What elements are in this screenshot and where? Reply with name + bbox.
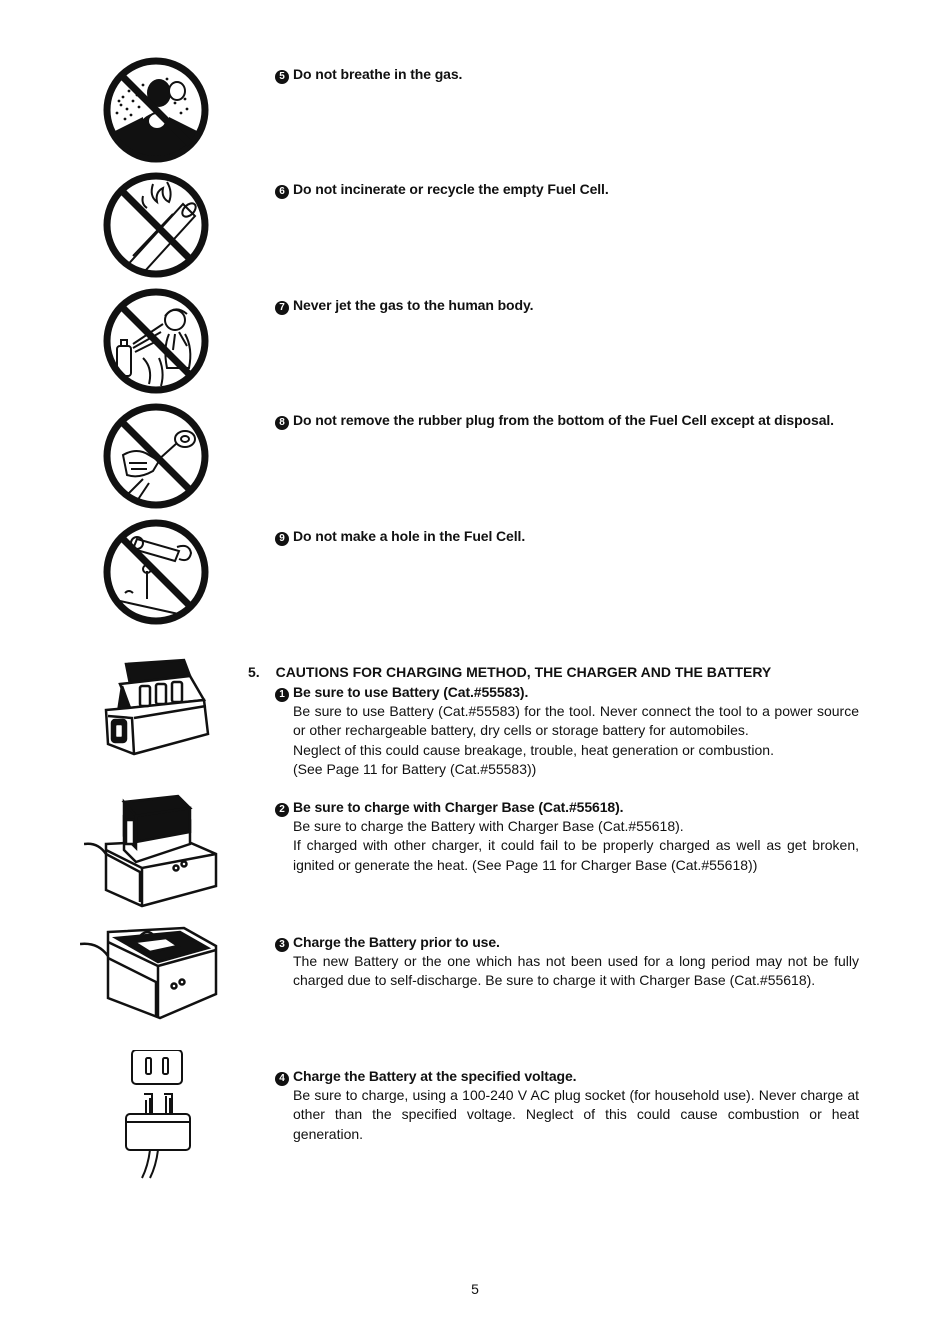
- number-badge: 6: [275, 185, 289, 199]
- number-badge: 2: [275, 803, 289, 817]
- prohibition-item-5: [275, 65, 462, 84]
- caution-item-2-body: [293, 817, 859, 875]
- ac-plug-socket-icon: [120, 1050, 200, 1180]
- battery-icon: [100, 656, 212, 760]
- number-badge: 7: [275, 301, 289, 315]
- prohibition-text: Never jet the gas to the human body.: [293, 297, 534, 313]
- number-badge: 3: [275, 938, 289, 952]
- caution-heading-text: Charge the Battery at the specified voltage.: [293, 1068, 577, 1084]
- prohibition-text: Do not breathe in the gas.: [293, 66, 463, 82]
- caution-paragraph: (See Page 11 for Battery (Cat.#55583)): [293, 760, 537, 777]
- caution-heading-text: Charge the Battery prior to use.: [293, 934, 500, 950]
- caution-item-3-heading: [275, 933, 500, 952]
- prohibition-item-8: [275, 411, 834, 430]
- no-spray-body-icon: [103, 288, 209, 394]
- prohibition-text: Do not remove the rubber plug from the bottom of the Fuel Cell except at disposal.: [293, 412, 834, 428]
- prohibition-item-9: [275, 527, 525, 546]
- number-badge: 5: [275, 70, 289, 84]
- caution-item-1-body: [293, 702, 859, 779]
- number-badge: 1: [275, 688, 289, 702]
- caution-paragraph: Be sure to charge the Battery with Charger Base (Cat.#55618).: [293, 818, 684, 834]
- caution-paragraph: Be sure to use Battery (Cat.#55583) for the tool. Never connect the tool to a power source or other rechargeable battery, dry cells or storage battery for automobiles.: [293, 703, 859, 739]
- prohibition-text: Do not incinerate or recycle the empty Fuel Cell.: [293, 181, 609, 197]
- caution-paragraph: Be sure to charge, using a 100-240 V AC plug socket (for household use). Never charge at other than the specified voltage. Neglect of this could cause combustion or heat generation.: [293, 1087, 859, 1142]
- no-puncture-icon: [103, 519, 209, 625]
- caution-item-1-heading: [275, 683, 528, 702]
- page-number: 5: [471, 1281, 479, 1297]
- caution-heading-text: Be sure to charge with Charger Base (Cat.#55618).: [293, 799, 624, 815]
- number-badge: 8: [275, 416, 289, 430]
- number-badge: 4: [275, 1072, 289, 1086]
- number-badge: 9: [275, 532, 289, 546]
- caution-paragraph: The new Battery or the one which has not been used for a long period may not be fully charged due to self-discharge. Be sure to charge it with Charger Base (Cat.#55618).: [293, 953, 859, 989]
- no-remove-plug-icon: [103, 403, 209, 509]
- no-inhale-gas-icon: [103, 57, 209, 163]
- prohibition-item-6: [275, 180, 609, 199]
- prohibition-text: Do not make a hole in the Fuel Cell.: [293, 528, 526, 544]
- no-incinerate-icon: [103, 172, 209, 278]
- caution-paragraph: Neglect of this could cause breakage, trouble, heat generation or combustion.: [293, 741, 774, 758]
- battery-in-charger-icon: [84, 792, 218, 912]
- prohibition-item-7: [275, 296, 533, 315]
- caution-item-4-heading: [275, 1067, 576, 1086]
- charger-base-icon: [80, 920, 220, 1032]
- caution-item-3-body: [293, 952, 859, 991]
- caution-item-4-body: [293, 1086, 859, 1144]
- caution-heading-text: Be sure to use Battery (Cat.#55583).: [293, 684, 529, 700]
- section-title-text: CAUTIONS FOR CHARGING METHOD, THE CHARGER AND THE BATTERY: [275, 664, 772, 680]
- caution-item-2-heading: [275, 798, 623, 817]
- section-number: 5.: [248, 664, 260, 680]
- caution-paragraph: If charged with other charger, it could fail to be properly charged as well as get broken, ignited or generate the heat. (See Page 11 for Charger Base (Cat.#55618)): [293, 837, 859, 873]
- section-title: [248, 663, 771, 682]
